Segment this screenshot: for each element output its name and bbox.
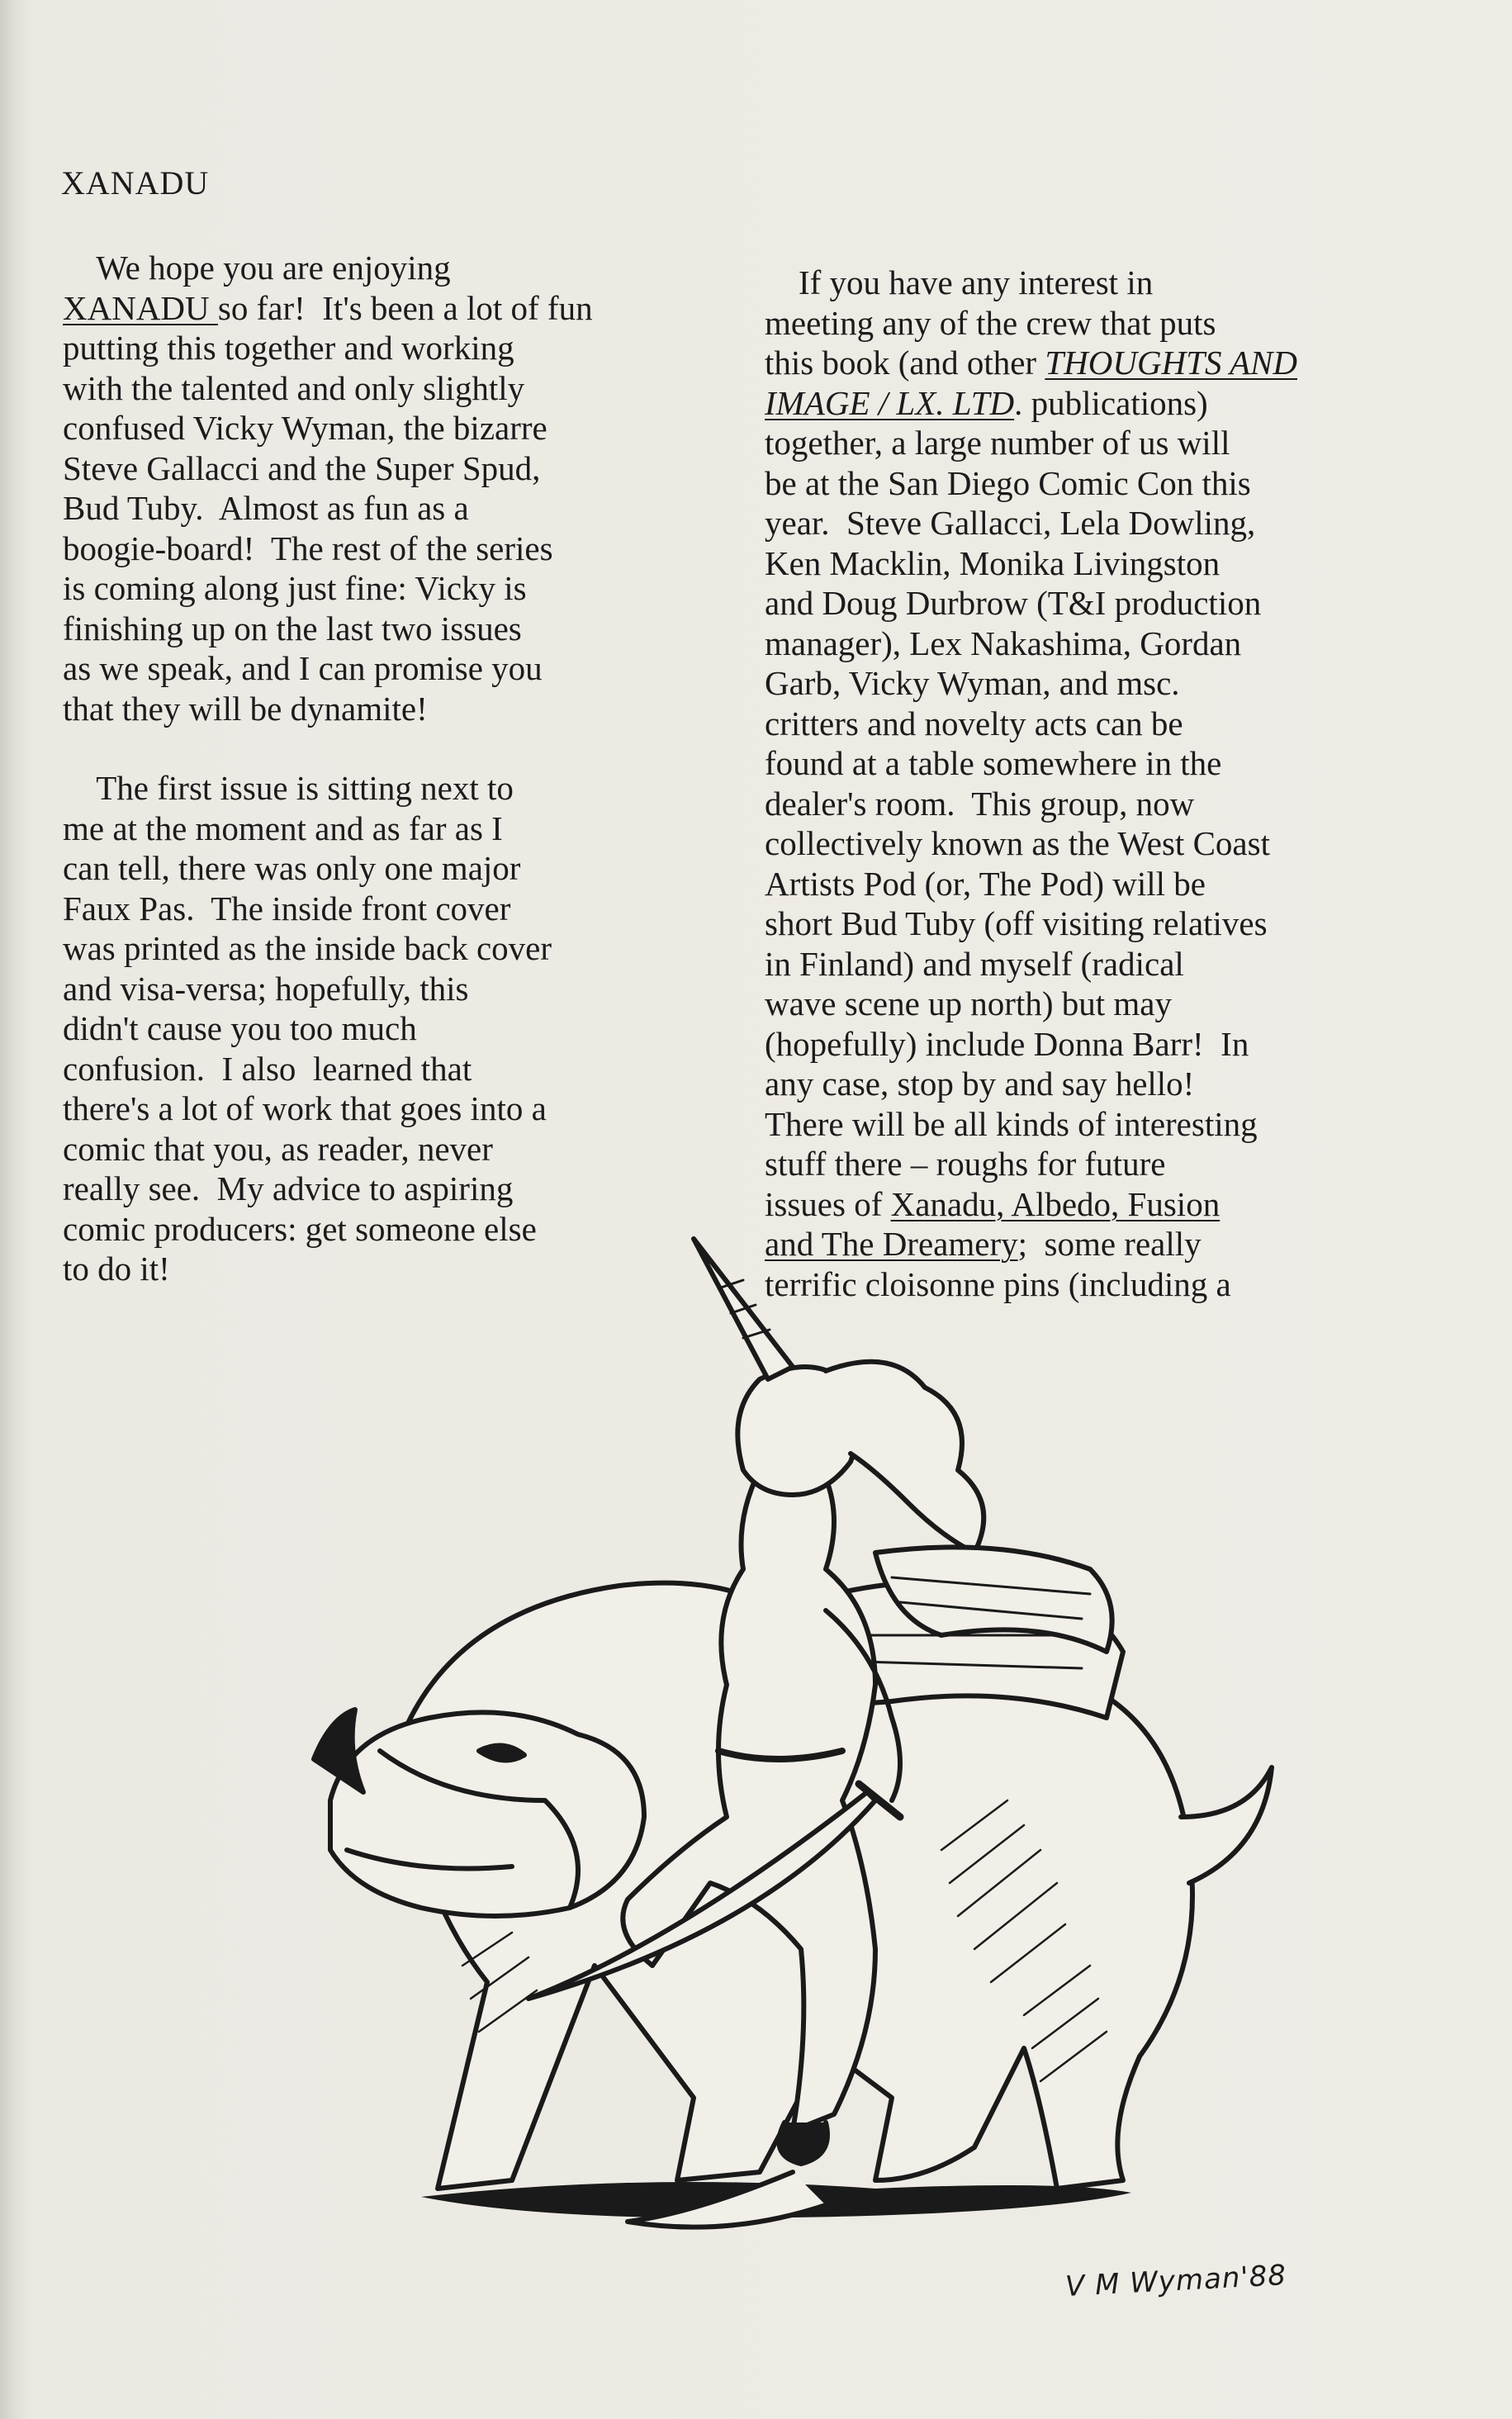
text-segment: There will be all kinds of interesting <box>765 1104 1258 1143</box>
text-line <box>63 1129 715 1169</box>
text-line <box>765 303 1417 344</box>
beast-tail <box>1181 1767 1272 1883</box>
underlined-title: IMAGE / LX. LTD <box>765 383 1015 422</box>
text-segment: manager), Lex Nakashima, Gordan <box>765 624 1242 662</box>
text-segment: Steve Gallacci and the Super Spud, <box>63 448 541 487</box>
text-line <box>63 529 715 569</box>
text-segment: terrific cloisonne pins (including a <box>765 1264 1231 1303</box>
text-segment: this book (and other <box>765 344 1045 382</box>
text-line <box>63 648 715 689</box>
text-segment: confusion. I also learned that <box>63 1049 472 1088</box>
text-segment: putting this together and working <box>63 329 514 367</box>
paragraph <box>63 248 715 728</box>
text-segment: really see. My advice to aspiring <box>63 1169 514 1207</box>
text-segment: was printed as the inside back cover <box>63 929 552 967</box>
unicorn-warrior-illustration <box>297 1222 1296 2312</box>
text-segment: can tell, there was only one major <box>63 849 521 887</box>
text-segment: be at the San Diego Comic Con this <box>765 463 1251 502</box>
text-line <box>63 408 715 448</box>
text-segment: comic producers: get someone else <box>63 1209 537 1248</box>
text-segment: Artists Pod (or, The Pod) will be <box>765 864 1206 903</box>
text-segment: year. Steve Gallacci, Lela Dowling, <box>765 504 1256 542</box>
text-segment: together, a large number of us will <box>765 424 1230 462</box>
text-line <box>765 823 1417 864</box>
text-segment: If you have any interest in <box>765 263 1154 301</box>
text-line <box>765 704 1417 744</box>
text-line <box>63 848 715 889</box>
text-line <box>63 328 715 368</box>
artist-signature: V M Wyman'88 <box>1064 2259 1287 2303</box>
text-line <box>63 368 715 409</box>
text-segment: finishing up on the last two issues <box>63 609 522 647</box>
text-segment: We hope you are enjoying <box>63 249 451 287</box>
text-line <box>63 969 715 1009</box>
text-line <box>765 583 1417 624</box>
text-segment: found at a table somewhere in the <box>765 744 1222 782</box>
text-line <box>765 1104 1417 1145</box>
text-segment: to do it! <box>63 1250 170 1288</box>
paragraph <box>765 263 1417 1304</box>
text-segment: with the talented and only slightly <box>63 368 525 407</box>
text-line <box>765 743 1417 784</box>
text-segment: confused Vicky Wyman, the bizarre <box>63 409 547 447</box>
text-line <box>765 784 1417 824</box>
text-segment: comic that you, as reader, never <box>63 1129 493 1168</box>
text-line <box>765 663 1417 704</box>
text-line <box>765 543 1417 584</box>
text-segment: (hopefully) include Donna Barr! In <box>765 1024 1249 1063</box>
page-title: XANADU <box>61 164 210 202</box>
text-line <box>63 1008 715 1049</box>
text-segment: collectively known as the West Coast <box>765 824 1270 862</box>
text-line <box>63 768 715 809</box>
text-segment: in Finland) and myself (radical <box>765 944 1184 983</box>
text-segment: meeting any of the crew that puts <box>765 303 1216 342</box>
text-segment: critters and novelty acts can be <box>765 704 1183 742</box>
text-line <box>765 904 1417 944</box>
text-line <box>63 1089 715 1129</box>
text-segment: is coming along just fine: Vicky is <box>63 569 527 607</box>
text-line <box>765 263 1417 303</box>
paragraph <box>63 768 715 1289</box>
underlined-title: and The Dreamery <box>765 1225 1018 1263</box>
text-line <box>765 503 1417 543</box>
text-line <box>63 809 715 849</box>
text-segment: Ken Macklin, Monika Livingston <box>765 543 1221 582</box>
text-segment: issues of <box>765 1184 891 1223</box>
underlined-title: XANADU <box>63 288 218 327</box>
text-segment: any case, stop by and say hello! <box>765 1065 1195 1103</box>
left-column <box>63 248 715 1289</box>
text-segment: dealer's room. This group, now <box>765 784 1195 823</box>
text-line <box>765 463 1417 504</box>
text-line <box>765 343 1417 383</box>
text-line <box>765 864 1417 904</box>
text-segment: and visa-versa; hopefully, this <box>63 969 469 1008</box>
text-segment: so far! It's been a lot of fun <box>217 288 593 327</box>
text-line <box>63 689 715 729</box>
text-line <box>63 288 715 329</box>
text-line <box>63 928 715 969</box>
text-segment: wave scene up north) but may <box>765 984 1172 1022</box>
text-segment: and Doug Durbrow (T&I production <box>765 584 1262 622</box>
text-segment: Faux Pas. The inside front cover <box>63 889 511 927</box>
text-line <box>63 248 715 288</box>
text-segment: boogie-board! The rest of the series <box>63 529 553 567</box>
text-line <box>765 624 1417 664</box>
text-line <box>63 609 715 649</box>
right-column <box>765 263 1417 1304</box>
text-segment: short Bud Tuby (off visiting relatives <box>765 904 1268 942</box>
warrior-hoof <box>779 2123 827 2164</box>
text-line <box>63 1049 715 1089</box>
text-line <box>63 488 715 529</box>
text-line <box>63 568 715 609</box>
text-segment: Bud Tuby. Almost as fun as a <box>63 489 469 527</box>
beast-head <box>330 1712 644 1916</box>
text-line <box>63 448 715 489</box>
text-segment: . publications) <box>1014 383 1208 422</box>
underlined-title: Xanadu, Albedo, Fusion <box>890 1184 1221 1223</box>
text-line <box>765 1184 1417 1225</box>
text-segment: there's a lot of work that goes into a <box>63 1089 547 1127</box>
text-segment: ; some really <box>1017 1225 1202 1263</box>
text-segment: didn't cause you too much <box>63 1009 417 1047</box>
text-line <box>765 423 1417 463</box>
text-segment: as we speak, and I can promise you <box>63 649 543 687</box>
text-line <box>765 1144 1417 1184</box>
text-line <box>765 383 1417 424</box>
text-segment: stuff there – roughs for future <box>765 1145 1166 1183</box>
text-line <box>765 944 1417 984</box>
text-line <box>765 1064 1417 1104</box>
underlined-title: THOUGHTS AND <box>1045 344 1298 382</box>
text-line <box>765 984 1417 1024</box>
text-segment: Garb, Vicky Wyman, and msc. <box>765 664 1180 702</box>
text-segment: me at the moment and as far as I <box>63 809 503 847</box>
text-line <box>765 1024 1417 1065</box>
text-line <box>63 1169 715 1209</box>
text-segment: The first issue is sitting next to <box>63 769 514 807</box>
text-segment: that they will be dynamite! <box>63 689 428 728</box>
text-line <box>63 889 715 929</box>
